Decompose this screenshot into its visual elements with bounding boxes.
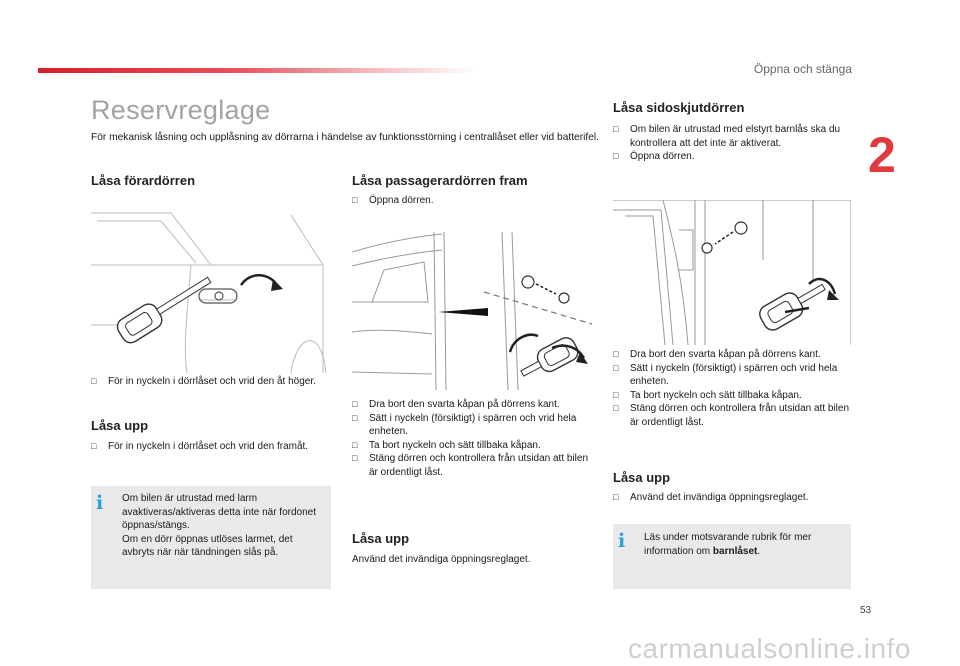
checkbox-arrow-icon: □ [91,376,97,386]
checkbox-arrow-icon: □ [352,195,358,205]
passenger-unlock-heading: Låsa upp [352,531,410,546]
list-item: □ Om bilen är utrustad med elstyrt barnlås ska du kontrollera att det inte är aktiverat. [613,124,841,149]
driver-door-heading: Låsa förardörren [91,173,196,188]
chapter-number: 2 [868,127,896,183]
list-item: □ Stäng dörren och kontrollera från utsidan att bilen är ordentligt låst. [613,403,850,428]
list-item: □ Sätt i nyckeln (försiktigt) i spärren och vrid hela enheten. [352,412,577,437]
list-item: □ Ta bort nyckeln och sätt tillbaka kåpan. [613,389,802,401]
sliding-unlock-steps [613,491,853,505]
sliding-pre-steps [613,123,845,164]
driver-door-illustration [91,205,331,373]
sliding-door-heading: Låsa sidoskjutdörren [613,100,745,115]
sliding-lock-steps [613,348,853,429]
checkbox-arrow-icon: □ [613,403,619,413]
info-icon: i [96,492,104,514]
checkbox-arrow-icon: □ [91,441,97,451]
checkbox-arrow-icon: □ [352,412,358,423]
checkbox-arrow-icon: □ [613,151,619,161]
chapter-title: Öppna och stänga [753,62,852,76]
passenger-door-heading: Låsa passagerardörren fram [352,173,528,188]
sliding-info-box [613,524,851,589]
header-accent-bar [38,68,478,73]
driver-unlock-heading: Låsa upp [91,418,149,433]
page-number: 53 [860,605,872,616]
checkbox-arrow-icon: □ [613,389,619,400]
checkbox-arrow-icon: □ [352,439,358,450]
list-item: □ Ta bort nyckeln och sätt tillbaka kåpan. [352,439,541,451]
passenger-unlock-text: Använd det invändiga öppningsreglaget. [352,554,531,565]
sliding-door-illustration [613,200,851,345]
passenger-lock-steps [352,398,597,479]
driver-unlock-steps [91,440,316,454]
checkbox-arrow-icon: □ [352,453,358,463]
checkbox-arrow-icon: □ [352,399,358,409]
watermark: carmanualsonline.info [628,633,911,664]
sliding-unlock-heading: Låsa upp [613,470,671,485]
driver-lock-steps [91,375,331,389]
list-item: □ Öppna dörren. [352,195,434,206]
list-item: □ Stäng dörren och kontrollera från utsidan att bilen är ordentligt låst. [352,453,589,478]
list-item: □ Dra bort den svarta kåpan på dörrens kant. [613,349,821,360]
list-item: □ Öppna dörren. [613,151,695,162]
driver-info-text: Om bilen är utrustad med larm avaktiveras/aktiveras detta inte när fordonet öppnas/stängs. Om en dörr öppnas utlöses larmet, det avbryts när när tändningen slås på. [122,493,316,558]
info-icon: i [618,530,626,552]
sliding-info-text: Läs under motsvarande rubrik för mer information om barnlåset. [644,532,812,557]
checkbox-arrow-icon: □ [613,124,619,134]
checkbox-arrow-icon: □ [613,349,619,359]
list-item: □ Dra bort den svarta kåpan på dörrens kant. [352,399,560,410]
intro-text: För mekanisk låsning och upplåsning av dörrarna i händelse av funktionsstörning i centrallåset eller vid batterifel. [91,132,599,143]
list-item: □ För in nyckeln i dörrlåset och vrid den åt höger. [91,376,316,387]
passenger-door-illustration [352,232,592,390]
driver-info-box [91,486,331,589]
passenger-open-step [352,194,592,208]
list-item: □ Sätt i nyckeln (försiktigt) i spärren och vrid hela enheten. [613,362,838,387]
list-item: □ För in nyckeln i dörrlåset och vrid den framåt. [91,441,309,452]
list-item: □ Använd det invändiga öppningsreglaget. [613,492,809,503]
checkbox-arrow-icon: □ [613,362,619,373]
checkbox-arrow-icon: □ [613,492,619,502]
page-title: Reservreglage [91,95,271,125]
